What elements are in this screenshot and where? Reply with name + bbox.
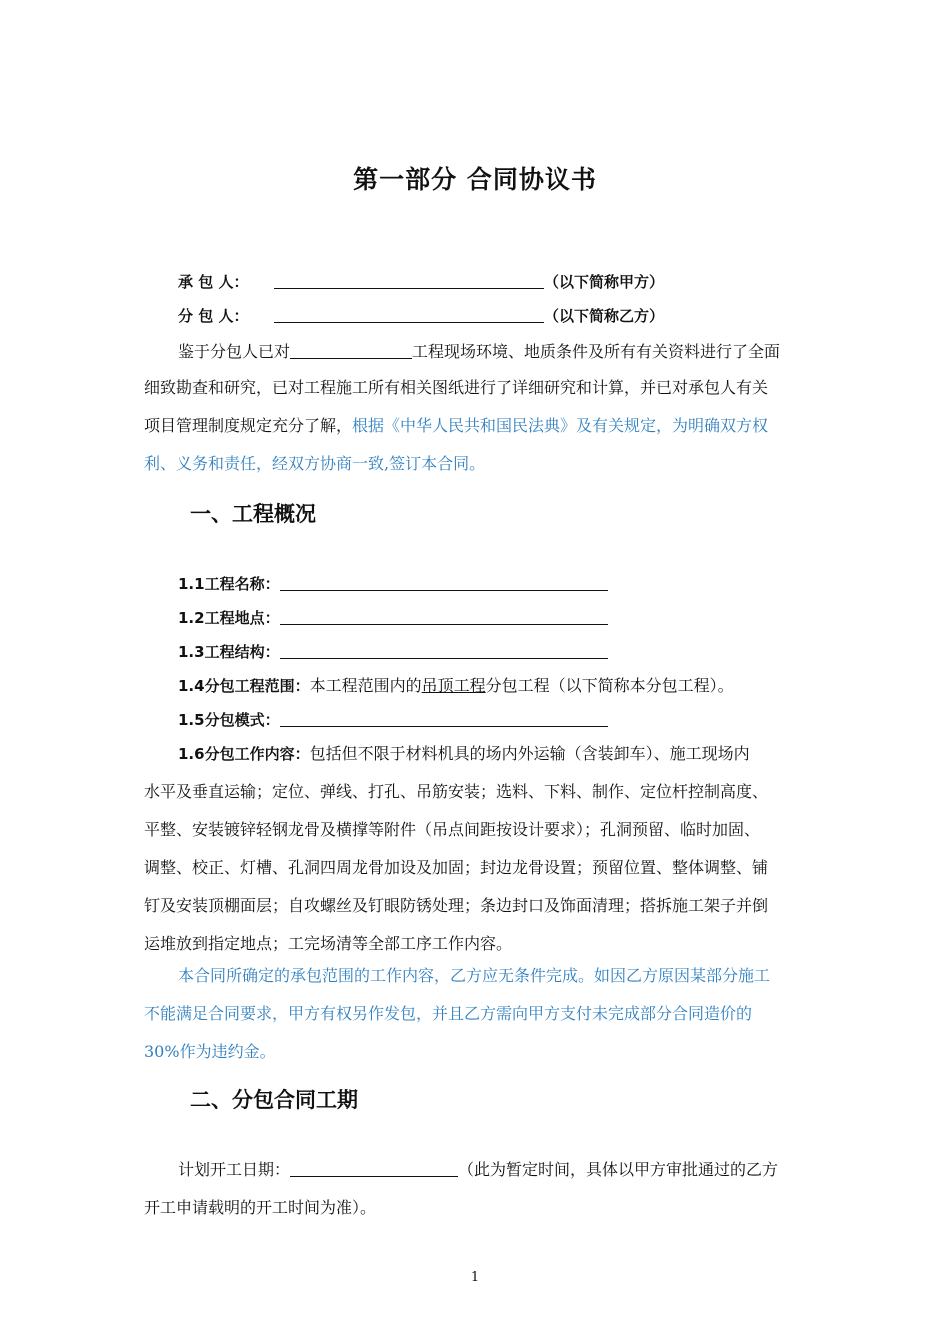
party-b-label: 分 包 人： (178, 307, 249, 325)
item-text: 包括但不限于材料机具的场内外运输（含装卸车）、施工现场内 (309, 744, 750, 763)
page-number: 1 (470, 1270, 480, 1285)
section-2-heading: 二、分包合同工期 (190, 1088, 358, 1112)
party-a-suffix: （以下简称甲方） (544, 273, 665, 291)
start-date-note: （此为暂定时间，具体以甲方审批通过的乙方 (458, 1160, 779, 1179)
item-1-4 (178, 676, 842, 696)
item-1-6-line-3: 平整、安装镀锌轻钢龙骨及横撑等附件（吊点间距按设计要求）；孔洞预留、临时加固、 (144, 820, 761, 839)
party-a-blank[interactable] (274, 272, 544, 289)
item-label: 1.1工程名称： (178, 575, 280, 593)
item-text: 本工程范围内的 (309, 676, 422, 695)
intro-line-4: 利、义务和责任，经双方协商一致,签订本合同。 (144, 454, 486, 473)
item-1-6-line-2: 水平及垂直运输；定位、弹线、打孔、吊筋安装；选料、下料、制作、定位杆控制高度、 (144, 782, 769, 801)
item-label: 1.3工程结构： (178, 643, 280, 661)
start-date-line (178, 1160, 842, 1180)
item-label: 1.4分包工程范围： (178, 677, 310, 695)
party-a-line (178, 272, 842, 292)
item-1-6-line-6: 运堆放到指定地点；工完场清等全部工序工作内容。 (144, 934, 513, 953)
start-date-note-line-2: 开工申请载明的开工时间为准）。 (144, 1198, 377, 1217)
intro-legal-basis: 根据《中华人民共和国民法典》及有关规定，为明确双方权 (352, 416, 769, 435)
item-label: 1.6分包工作内容： (178, 745, 310, 763)
item-1-1 (178, 574, 842, 594)
intro-text: 项目管理制度规定充分了解， (144, 416, 353, 435)
intro-text: 鉴于分包人已对 (178, 342, 291, 361)
intro-line-1 (178, 342, 842, 362)
intro-text: 工程现场环境、地质条件及所有有关资料进行了全面 (412, 342, 781, 361)
party-b-blank[interactable] (274, 306, 544, 323)
item-label: 1.2工程地点： (178, 609, 280, 627)
note-line-3: 30%作为违约金。 (144, 1042, 276, 1061)
party-b-line (178, 306, 842, 326)
item-1-6-line-4: 调整、校正、灯槽、孔洞四周龙骨加设及加固；封边龙骨设置；预留位置、整体调整、铺 (144, 858, 769, 877)
item-label: 1.5分包模式： (178, 711, 280, 729)
section-1-heading: 一、工程概况 (190, 502, 316, 526)
project-structure-field[interactable] (280, 642, 608, 659)
start-date-field[interactable] (290, 1160, 458, 1177)
intro-line-3 (144, 416, 808, 436)
note-line-2: 不能满足合同要求，甲方有权另作发包，并且乙方需向甲方支付未完成部分合同造价的 (144, 1004, 753, 1023)
party-b-suffix: （以下简称乙方） (544, 307, 665, 325)
item-1-3 (178, 642, 842, 662)
item-1-2 (178, 608, 842, 628)
project-name-blank[interactable] (290, 342, 412, 359)
party-a-label: 承 包 人： (178, 273, 249, 291)
subcontract-mode-field[interactable] (280, 710, 608, 727)
project-name-field[interactable] (280, 574, 608, 591)
item-1-6-line-5: 钉及安装顶棚面层；自攻螺丝及钉眼防锈处理；条边封口及饰面清理；搭拆施工架子并倒 (144, 896, 769, 915)
item-1-5 (178, 710, 842, 730)
item-1-6 (178, 744, 842, 764)
document-title: 第一部分 合同协议书 (353, 165, 597, 194)
start-date-label: 计划开工日期： (178, 1160, 291, 1179)
project-location-field[interactable] (280, 608, 608, 625)
note-line-1: 本合同所确定的承包范围的工作内容，乙方应无条件完成。如因乙方原因某部分施工 (178, 966, 771, 985)
item-text: 分包工程（以下简称本分包工程）。 (485, 676, 734, 695)
intro-line-2: 细致勘查和研究，已对工程施工所有相关图纸进行了详细研究和计算，并已对承包人有关 (144, 378, 769, 397)
scope-underlined: 吊顶工程 (421, 676, 486, 695)
